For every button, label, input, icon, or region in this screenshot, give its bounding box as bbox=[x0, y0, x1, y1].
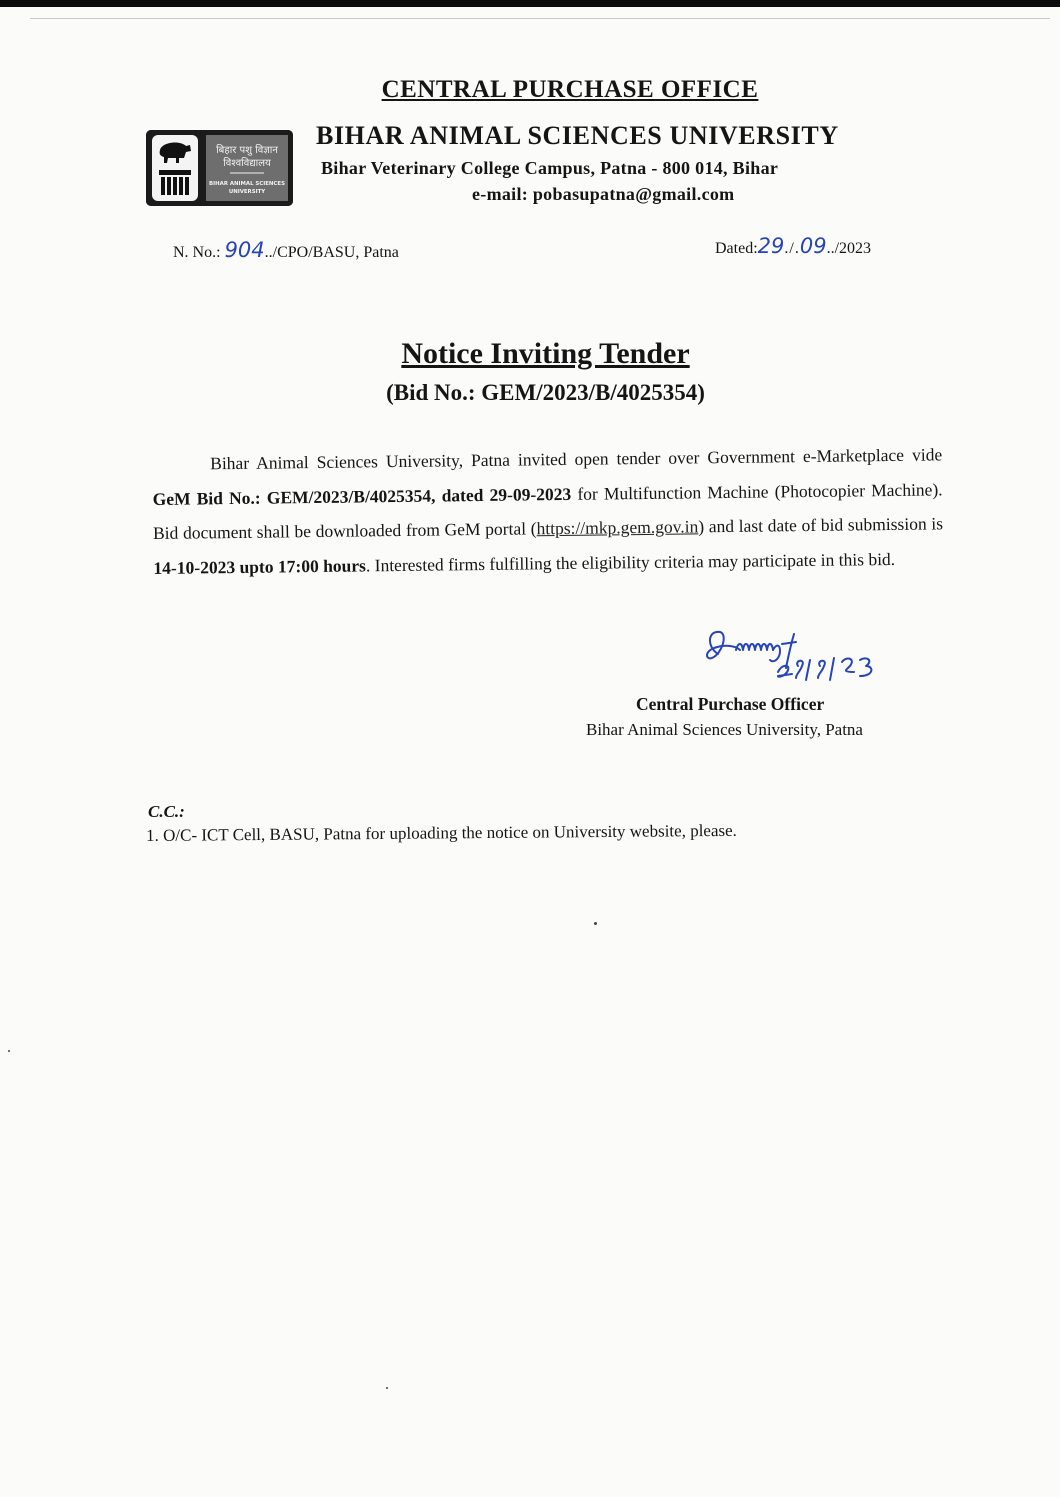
date-separator: ./. bbox=[784, 240, 800, 257]
bid-number: (Bid No.: GEM/2023/B/4025354) bbox=[386, 380, 705, 405]
body-text-part3: ) and last date of bid submission is bbox=[698, 513, 944, 537]
body-text-part1: Bihar Animal Sciences University, Patna invited open tender over Government e-Marketplace vide bbox=[210, 444, 943, 474]
notice-title: Notice Inviting Tender bbox=[401, 337, 690, 370]
scan-speck bbox=[386, 1387, 388, 1389]
cc-label: C.C.: bbox=[148, 802, 185, 821]
scan-top-edge bbox=[0, 0, 1060, 7]
signatory-title: Central Purchase Officer bbox=[636, 694, 825, 714]
body-text-part4: . Interested firms fulfilling the eligibility criteria may participate in this bid. bbox=[365, 548, 896, 575]
office-title: CENTRAL PURCHASE OFFICE bbox=[381, 76, 759, 103]
date-day-handwritten: 29 bbox=[757, 234, 785, 258]
ref-suffix: ../CPO/BASU, Patna bbox=[264, 244, 399, 261]
scan-rule bbox=[30, 18, 1050, 19]
university-email: e-mail: pobasupatna@gmail.com bbox=[472, 184, 735, 204]
signatory-organization: Bihar Animal Sciences University, Patna bbox=[586, 720, 863, 739]
body-bid-details: GeM Bid No.: GEM/2023/B/4025354, dated 29-09-2023 bbox=[152, 483, 572, 509]
logo-hindi-line1: बिहार पशु विज्ञान bbox=[216, 145, 278, 156]
logo-hindi-line2: विश्वविद्यालय bbox=[223, 158, 271, 169]
ref-prefix: N. No.: bbox=[173, 244, 221, 261]
date-month-handwritten: 09 bbox=[799, 234, 827, 258]
date-prefix: Dated: bbox=[715, 240, 758, 257]
body-text-part2: for Multifunction Machine (Photocopier Machine). Bid document shall be downloaded from GeM portal ( bbox=[152, 478, 943, 543]
university-name: BIHAR ANIMAL SCIENCES UNIVERSITY bbox=[316, 121, 839, 150]
notice-paragraph bbox=[152, 437, 944, 585]
logo-english-line1: BIHAR ANIMAL SCIENCES bbox=[209, 181, 285, 187]
reference-date bbox=[715, 234, 871, 258]
university-address: Bihar Veterinary College Campus, Patna - 800 014, Bihar bbox=[321, 158, 779, 178]
gem-portal-link[interactable]: https://mkp.gem.gov.in bbox=[536, 516, 699, 539]
university-logo bbox=[146, 130, 293, 206]
body-deadline: 14-10-2023 upto 17:00 hours bbox=[153, 554, 367, 578]
notice-body bbox=[152, 437, 944, 585]
ref-number-handwritten: 904 bbox=[224, 238, 265, 262]
date-suffix: ../2023 bbox=[826, 240, 872, 257]
logo-english-line2: UNIVERSITY bbox=[228, 189, 266, 195]
university-emblem-icon bbox=[146, 130, 293, 206]
cc-item: 1. O/C- ICT Cell, BASU, Patna for uploading the notice on University website, please. bbox=[146, 820, 737, 845]
scan-speck bbox=[594, 922, 597, 925]
scan-speck bbox=[8, 1050, 10, 1052]
handwritten-signature bbox=[696, 624, 896, 690]
reference-number bbox=[173, 238, 399, 262]
